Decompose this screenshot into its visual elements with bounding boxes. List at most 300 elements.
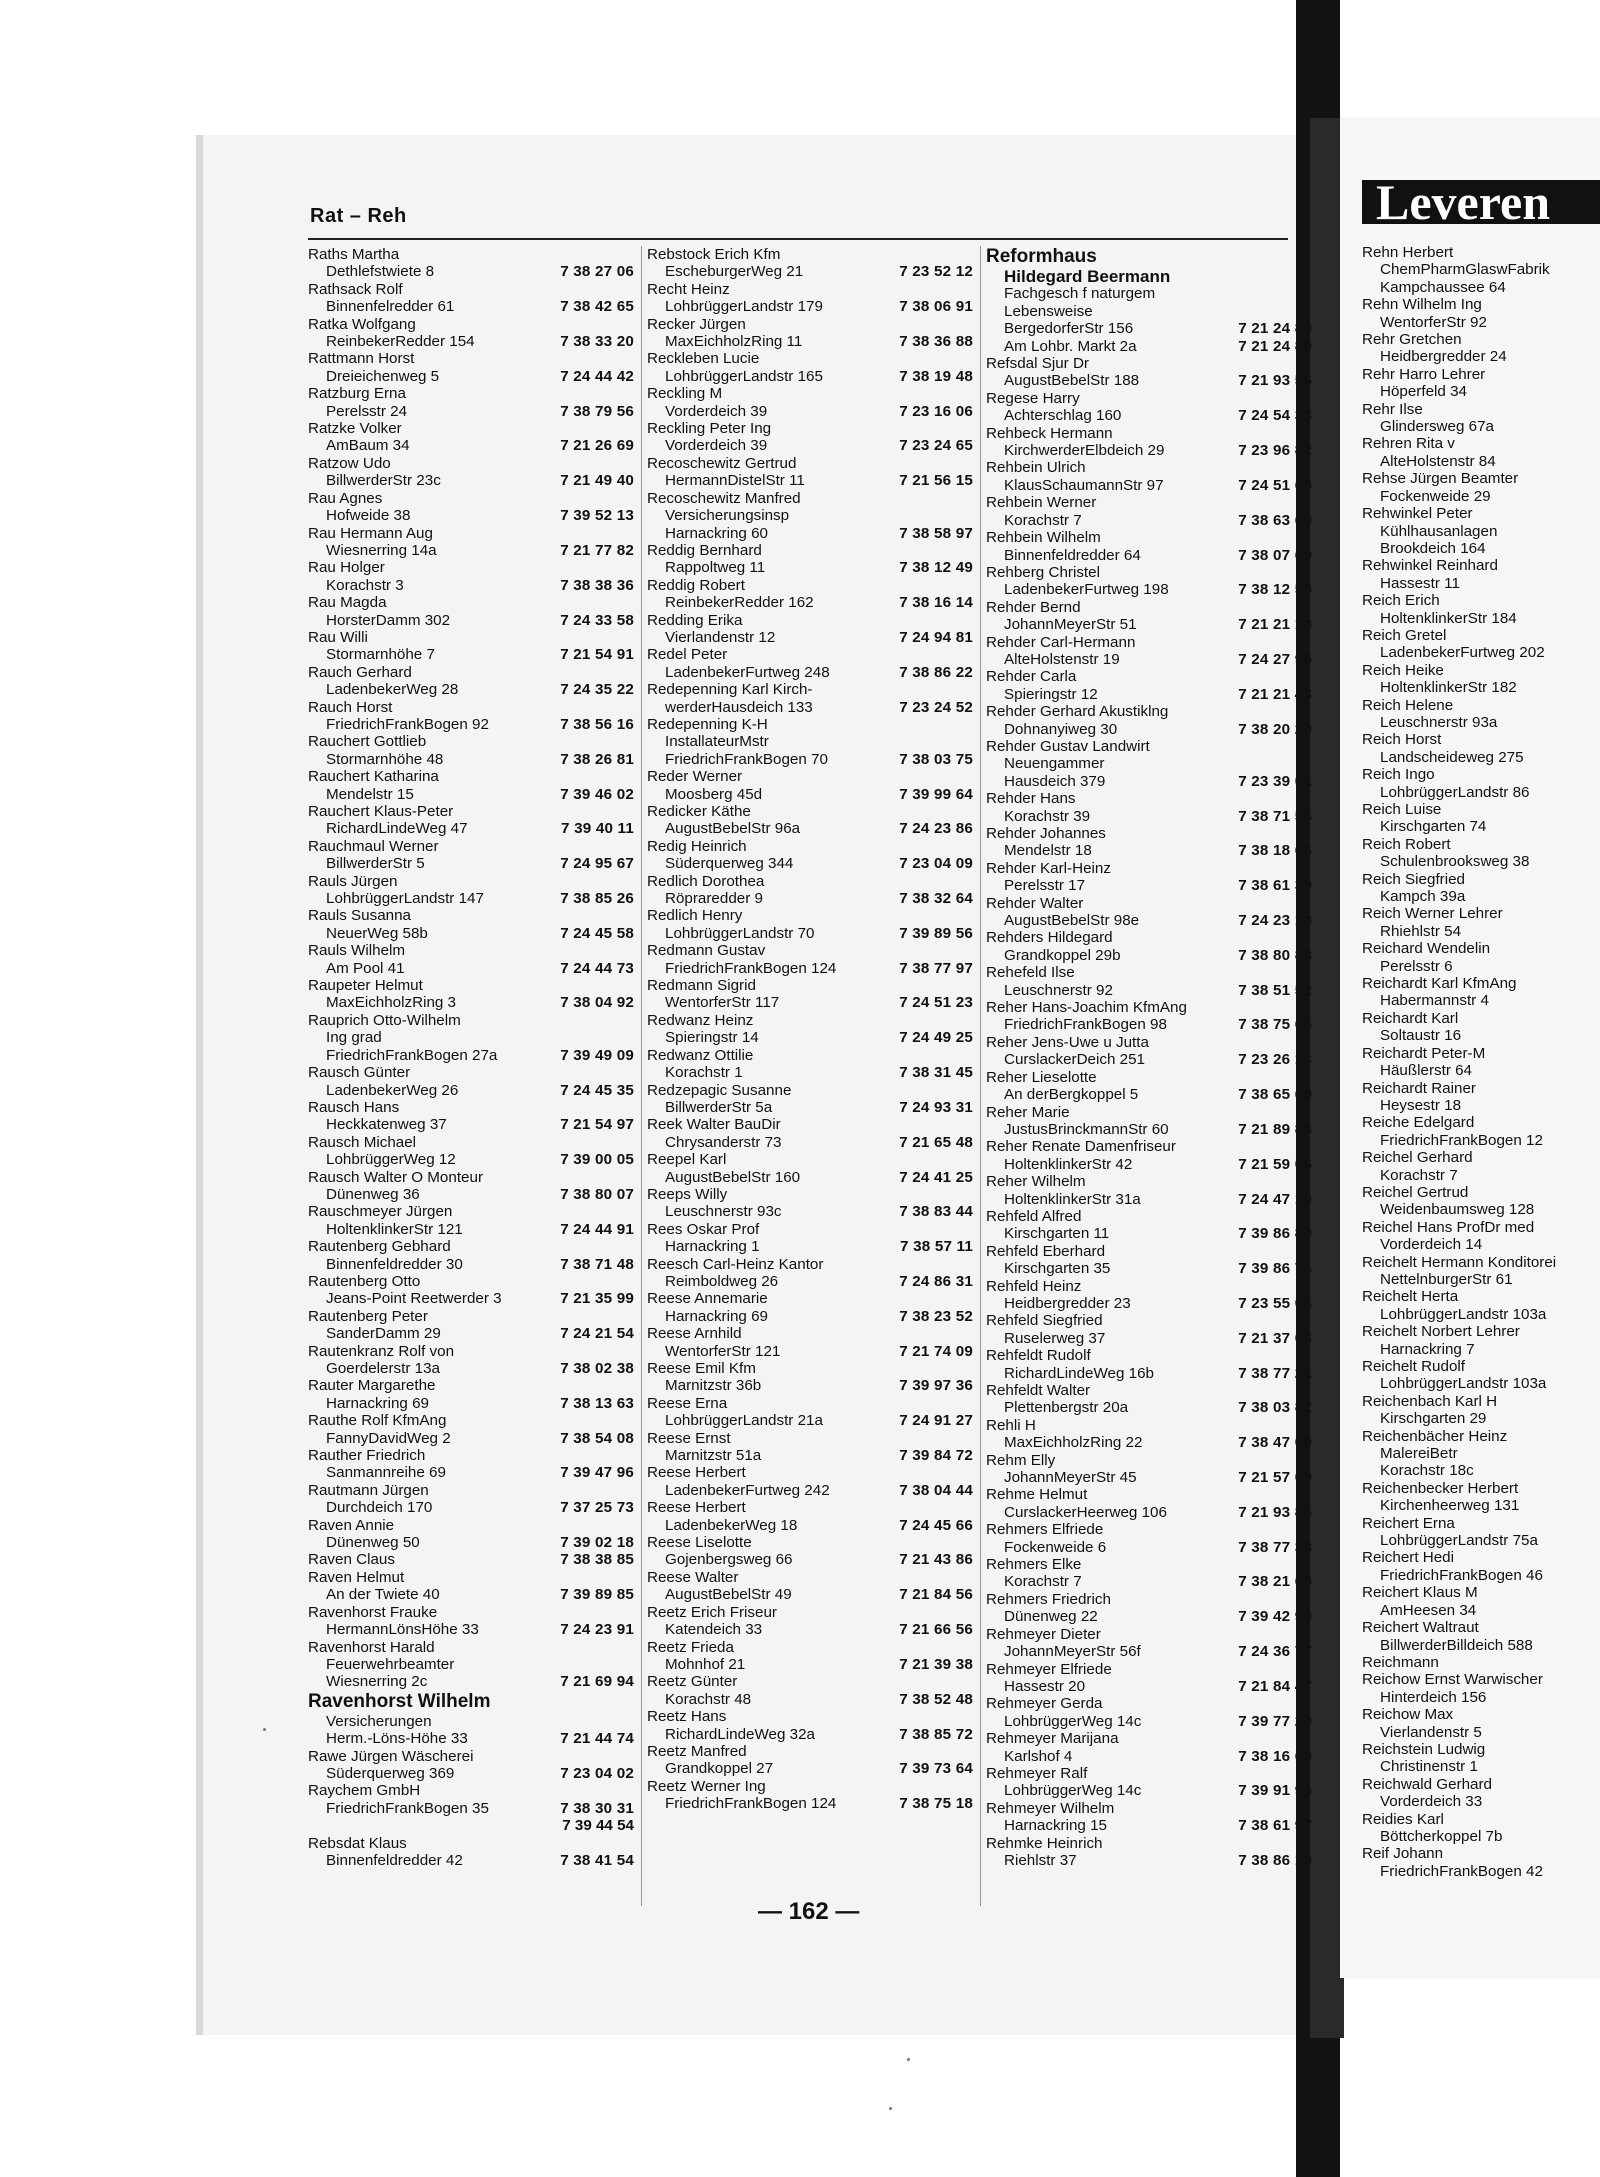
entry-address: AlteHolstenstr 84: [1380, 452, 1496, 470]
entry-name: Rauls Jürgen: [308, 872, 398, 890]
entry-address: Goerdelerstr 13a 7 38 02 38: [326, 1360, 634, 1377]
directory-entry: [308, 1169, 638, 1204]
entry-address: Rhiehlstr 54: [1380, 922, 1462, 940]
entry-address: FriedrichFrankBogen 12: [1380, 1131, 1543, 1149]
phone-number: 7 24 23 18: [1238, 912, 1312, 930]
directory-entry: [647, 1499, 977, 1534]
entry-name: Rausch Walter O Monteur: [308, 1168, 483, 1186]
entry-name: Rehberg Christel: [986, 563, 1100, 581]
directory-entry: [308, 942, 638, 977]
phone-number: 7 38 51 52: [1238, 981, 1312, 999]
directory-entry: [986, 668, 1316, 703]
phone-number: 7 38 63 69: [1238, 511, 1312, 529]
entry-name: Rehmke Heinrich: [986, 1834, 1103, 1852]
entry-address: Schulenbrooksweg 38: [1380, 853, 1530, 871]
phone-number: 7 38 27 06: [560, 263, 634, 281]
directory-entry: [308, 977, 638, 1012]
entry-name: Rauthe Rolf KfmAng: [308, 1412, 447, 1430]
entry-name: Redepenning Karl Kirch-: [647, 681, 813, 699]
entry-address: Grandkoppel 29b 7 38 80 83: [1004, 946, 1312, 964]
directory-entry: [986, 1312, 1316, 1347]
entry-name: Rehder Johannes: [986, 825, 1106, 842]
directory-entry: [308, 420, 638, 455]
entry-name: Reichelt Norbert Lehrer: [1362, 1323, 1520, 1341]
phone-number: 7 38 36 88: [899, 333, 973, 351]
phone-number: 7 21 93 56: [1238, 372, 1312, 390]
directory-entry: [308, 1517, 638, 1552]
entry-address: LohbrüggerLandstr 21a 7 24 91 27: [665, 1412, 973, 1430]
entry-name: Rau Willi: [308, 628, 368, 646]
entry-address: HermannDistelStr 11 7 21 56 15: [665, 472, 973, 490]
phone-number: 7 38 80 07: [560, 1185, 634, 1203]
phone-number: 7 38 61 39: [1238, 877, 1312, 895]
phone-number: 7 21 24 80: [1238, 320, 1312, 338]
directory-column-1: [308, 246, 638, 1869]
directory-entry: [647, 803, 977, 838]
entry-address: AugustBebelStr 160 7 24 41 25: [665, 1168, 973, 1186]
entry-name: Reformhaus: [986, 246, 1097, 267]
entry-name: Rehmers Friedrich: [986, 1590, 1111, 1608]
entry-address: FriedrichFrankBogen 70 7 38 03 75: [665, 750, 973, 768]
entry-name: Rauls Wilhelm: [308, 942, 406, 960]
directory-entry: [308, 281, 638, 316]
directory-entry: [986, 1695, 1316, 1730]
directory-entry: [308, 1447, 638, 1482]
directory-entry: [986, 1835, 1316, 1870]
directory-entry: [986, 355, 1316, 390]
entry-name: Reher Wilhelm: [986, 1173, 1086, 1191]
directory-entry: [986, 790, 1316, 825]
entry-address: WentorferStr 117 7 24 51 23: [665, 994, 973, 1012]
entry-address: Am Pool 41 7 24 44 73: [326, 959, 634, 977]
entry-address: Hildegard Beermann: [1004, 267, 1171, 286]
directory-entry: [308, 1482, 638, 1517]
directory-entry: [1362, 1080, 1600, 1115]
entry-address: Neuengammer: [1004, 755, 1105, 773]
entry-name: Reckleben Lucie: [647, 350, 760, 368]
entry-name: Reese Ernst: [647, 1429, 731, 1447]
phone-number: 7 38 06 91: [899, 298, 973, 316]
entry-name: Rehmers Elke: [986, 1556, 1082, 1574]
directory-entry: [986, 1347, 1316, 1382]
phone-number: 7 24 21 54: [560, 1325, 634, 1343]
phone-number: 7 38 03 75: [899, 750, 973, 768]
entry-address: MaxEichholzRing 3 7 38 04 92: [326, 994, 634, 1012]
entry-name: Reher Hans-Joachim KfmAng: [986, 999, 1187, 1017]
entry-name: Reichel Gerhard: [1362, 1149, 1473, 1167]
entry-name: Reichard Wendelin: [1362, 940, 1491, 958]
directory-entry: [647, 1151, 977, 1186]
phone-number: 7 38 38 85: [560, 1551, 634, 1569]
entry-address: Vierlandenstr 5: [1380, 1723, 1482, 1741]
directory-entry: [986, 1417, 1316, 1452]
directory-entry: [308, 733, 638, 768]
directory-entry: [1362, 435, 1600, 470]
phone-number: 7 23 96 82: [1238, 442, 1312, 460]
entry-name: Rehder Bernd: [986, 598, 1081, 616]
entry-address: AugustBebelStr 98e 7 24 23 18: [1004, 912, 1312, 930]
directory-entry: [1362, 940, 1600, 975]
header-rule: [308, 238, 1288, 240]
phone-number: 7 21 54 91: [560, 646, 634, 664]
directory-entry: [647, 1047, 977, 1082]
directory-entry: [986, 825, 1316, 860]
directory-entry: [1362, 1480, 1600, 1515]
entry-address: Fockenweide 29: [1380, 487, 1491, 505]
directory-entry: [647, 246, 977, 281]
entry-address: LohbrüggerLandstr 103a: [1380, 1305, 1547, 1323]
entry-address: LohbrüggerLandstr 165 7 38 19 48: [665, 367, 973, 385]
directory-entry: [647, 1082, 977, 1117]
directory-entry: [1362, 244, 1600, 296]
entry-address: Karlshof 4 7 38 16 60: [1004, 1747, 1312, 1765]
entry-name: Rehwinkel Reinhard: [1362, 557, 1498, 575]
entry-address: Ing grad: [326, 1029, 382, 1047]
phone-number: 7 39 99 64: [899, 785, 973, 803]
directory-entry: [308, 1308, 638, 1343]
directory-entry: [647, 281, 977, 316]
phone-number: 7 23 24 52: [899, 698, 973, 716]
directory-entry: [308, 1012, 638, 1064]
entry-address: Harnackring 60 7 38 58 97: [665, 524, 973, 542]
directory-entry: [1362, 505, 1600, 557]
entry-address: Wiesnerring 14a 7 21 77 82: [326, 541, 634, 559]
directory-entry: [986, 929, 1316, 964]
entry-name: Reichel Hans ProfDr med: [1362, 1218, 1535, 1236]
entry-name: Rehder Carl-Hermann: [986, 633, 1136, 651]
directory-entry: [308, 1569, 638, 1604]
entry-address: Reimboldweg 26 7 24 86 31: [665, 1272, 973, 1290]
entry-address: NeuerWeg 58b 7 24 45 58: [326, 924, 634, 942]
entry-name: Redwanz Ottilie: [647, 1046, 754, 1064]
directory-entry: [986, 1034, 1316, 1069]
directory-entry: [308, 1064, 638, 1099]
directory-entry: [647, 1708, 977, 1743]
entry-address: Heysestr 18: [1380, 1096, 1462, 1114]
entry-name: Reeps Willy: [647, 1185, 728, 1203]
entry-name: Reich Robert: [1362, 835, 1451, 853]
entry-name: Raven Claus 7 38 38 85: [308, 1551, 634, 1569]
directory-entry: [647, 1639, 977, 1674]
entry-address: AugustBebelStr 188 7 21 93 56: [1004, 372, 1312, 390]
entry-address: Mohnhof 21 7 21 39 38: [665, 1655, 973, 1673]
directory-entry: [308, 559, 638, 594]
phone-number: 7 21 65 48: [899, 1133, 973, 1151]
entry-name: Redwanz Heinz: [647, 1011, 754, 1029]
entry-address: InstallateurMstr: [665, 733, 769, 751]
entry-address: Vorderdeich 33: [1380, 1793, 1483, 1811]
entry-address: Stormarnhöhe 7 7 21 54 91: [326, 646, 634, 664]
phone-number: 7 24 27 95: [1238, 650, 1312, 668]
entry-name: Reetz Werner Ing: [647, 1777, 766, 1795]
facing-page-title: Leveren: [1362, 180, 1600, 224]
entry-name: Rebsdat Klaus: [308, 1834, 407, 1852]
entry-address: FriedrichFrankBogen 42: [1380, 1862, 1543, 1880]
directory-entry: [647, 1743, 977, 1778]
directory-entry: [986, 1661, 1316, 1696]
phone-number: 7 21 57 09: [1238, 1469, 1312, 1487]
entry-name: Redzepagic Susanne: [647, 1081, 792, 1099]
entry-address: Rappoltweg 11 7 38 12 49: [665, 559, 973, 577]
entry-address: LohbrüggerLandstr 86: [1380, 783, 1530, 801]
directory-entry: [647, 1221, 977, 1256]
directory-entry: [1362, 401, 1600, 436]
entry-address: LohbrüggerLandstr 103a: [1380, 1375, 1547, 1393]
entry-address: Kirchenheerweg 131: [1380, 1497, 1520, 1515]
directory-entry: [1362, 1323, 1600, 1358]
entry-address: Brookdeich 164: [1380, 539, 1486, 557]
entry-name: Rehmers Elfriede: [986, 1521, 1104, 1539]
directory-entry: [1362, 1288, 1600, 1323]
directory-entry: [986, 246, 1316, 355]
directory-entry: [1362, 975, 1600, 1010]
entry-address: Binnenfeldredder 42 7 38 41 54: [326, 1851, 634, 1869]
entry-address: LohbrüggerWeg 14c 7 39 77 29: [1004, 1712, 1312, 1730]
phone-number: 7 39 73 64: [899, 1760, 973, 1778]
entry-address: Durchdeich 170 7 37 25 73: [326, 1499, 634, 1517]
facing-page: [1340, 118, 1600, 1978]
phone-number: 7 38 02 38: [560, 1360, 634, 1377]
entry-name: Rawe Jürgen Wäscherei: [308, 1747, 474, 1765]
entry-name: Rehefeld Ilse: [986, 964, 1075, 982]
phone-number: 7 24 23 91: [560, 1621, 634, 1639]
directory-entry: [986, 703, 1316, 738]
entry-name: Rehbeck Hermann: [986, 424, 1113, 442]
entry-address: Süderquerweg 369 7 23 04 02: [326, 1764, 634, 1782]
entry-address: HoltenklinkerStr 182: [1380, 679, 1517, 697]
entry-name: Raven Annie: [308, 1516, 395, 1534]
column-divider: [641, 246, 642, 1906]
directory-entry: [308, 246, 638, 281]
phone-number: 7 21 84 47: [1238, 1677, 1312, 1695]
entry-address: HoltenklinkerStr 184: [1380, 609, 1517, 627]
entry-address: Habermannstr 4: [1380, 992, 1489, 1010]
entry-address: Hinterdeich 156: [1380, 1688, 1487, 1706]
directory-entry: [647, 490, 977, 542]
phone-number: 7 38 75 66: [1238, 1016, 1312, 1034]
phone-number: 7 39 89 85: [560, 1586, 634, 1604]
entry-address: Dohnanyiweg 30 7 38 20 20: [1004, 720, 1312, 738]
entry-address: LadenbekerFurtweg 202: [1380, 644, 1545, 662]
directory-entry: [308, 838, 638, 873]
entry-name: Rehders Hildegard: [986, 929, 1113, 947]
entry-address: MaxEichholzRing 11 7 38 36 88: [665, 333, 973, 351]
directory-entry: [1362, 1149, 1600, 1184]
entry-address: FannyDavidWeg 2 7 38 54 08: [326, 1429, 634, 1447]
entry-address: Versicherungen: [326, 1712, 432, 1730]
entry-name: Rehmeyer Dieter: [986, 1625, 1101, 1643]
entry-address: Böttcherkoppel 7b: [1380, 1827, 1503, 1845]
phone-number: 7 38 12 49: [899, 559, 973, 577]
directory-entry: [308, 1343, 638, 1378]
directory-entry: [986, 1278, 1316, 1313]
entry-name: Rehbein Wilhelm: [986, 529, 1101, 547]
entry-name: Reich Horst: [1362, 731, 1442, 749]
phone-number: 7 24 41 25: [899, 1168, 973, 1186]
entry-address: Chrysanderstr 73 7 21 65 48: [665, 1133, 973, 1151]
phone-number: 7 21 26 69: [560, 437, 634, 455]
directory-entry: [986, 1556, 1316, 1591]
entry-name: Rauschmeyer Jürgen: [308, 1203, 453, 1221]
phone-number: 7 21 49 40: [560, 472, 634, 490]
directory-entry: [647, 577, 977, 612]
entry-name: Rauther Friedrich: [308, 1447, 426, 1465]
entry-name: Reesch Carl-Heinz Kantor: [647, 1255, 824, 1273]
phone-number: 7 39 86 89: [1238, 1225, 1312, 1243]
directory-entry: [986, 1730, 1316, 1765]
entry-address: Hassestr 11: [1380, 574, 1460, 592]
phone-number: 7 38 75 18: [899, 1795, 973, 1813]
directory-entry: [1362, 1619, 1600, 1654]
entry-name: Reichardt Rainer: [1362, 1079, 1476, 1097]
entry-name: Rau Agnes: [308, 489, 383, 507]
phone-number: 7 21 84 56: [899, 1586, 973, 1604]
entry-address: ReinbekerRedder 162 7 38 16 14: [665, 594, 973, 612]
phone-number: 7 24 45 35: [560, 1081, 634, 1099]
entry-address: LadenbekerWeg 28 7 24 35 22: [326, 681, 634, 699]
entry-name: Reher Renate Damenfriseur: [986, 1138, 1176, 1156]
phone-number: 7 38 42 65: [560, 298, 634, 316]
entry-address: Kirschgarten 11 7 39 86 89: [1004, 1225, 1312, 1243]
directory-column-4: [1362, 244, 1600, 1880]
directory-entry: [986, 1173, 1316, 1208]
entry-name: Reichstein Ludwig: [1362, 1740, 1486, 1758]
directory-entry: [308, 490, 638, 525]
directory-entry: [1362, 470, 1600, 505]
entry-address: LohbrüggerWeg 12 7 39 00 05: [326, 1151, 634, 1169]
phone-number: 7 38 16 60: [1238, 1747, 1312, 1765]
entry-address: Hofweide 38 7 39 52 13: [326, 507, 634, 525]
phone-number: 7 23 52 12: [899, 263, 973, 281]
phone-number: 7 38 38 36: [560, 576, 634, 594]
entry-address: Achterschlag 160 7 24 54 33: [1004, 407, 1312, 425]
entry-address: WentorferStr 121 7 21 74 09: [665, 1342, 973, 1360]
entry-address: Plettenbergstr 20a 7 38 03 82: [1004, 1399, 1312, 1417]
entry-name: Reichow Ernst Warwischer: [1362, 1671, 1543, 1689]
phone-number: 7 24 36 77: [1238, 1643, 1312, 1661]
directory-entry: [308, 594, 638, 629]
entry-name: Ratzburg Erna: [308, 385, 406, 403]
phone-number: 7 38 65 69: [1238, 1086, 1312, 1104]
entry-address: Jeans-Point Reetwerder 3 7 21 35 99: [326, 1290, 634, 1308]
directory-entry: [647, 768, 977, 803]
entry-name: Reich Siegfried: [1362, 870, 1465, 888]
entry-name: Rauchert Klaus-Peter: [308, 803, 454, 820]
entry-address: Lebensweise: [1004, 302, 1093, 320]
entry-address: An der Twiete 40 7 39 89 85: [326, 1586, 634, 1604]
entry-address: Sanmannreihe 69 7 39 47 96: [326, 1464, 634, 1482]
entry-address: Leuschnerstr 93c 7 38 83 44: [665, 1203, 973, 1221]
entry-address: KlausSchaumannStr 97 7 24 51 68: [1004, 476, 1312, 494]
directory-column-2: [647, 246, 977, 1813]
entry-name: Rehn Herbert: [1362, 244, 1454, 261]
entry-name: Rautmann Jürgen: [308, 1481, 429, 1499]
entry-address: Heidbergredder 24: [1380, 348, 1507, 366]
phone-number: 7 21 93 86: [1238, 1503, 1312, 1521]
entry-address: Binnenfeldredder 64 7 38 07 60: [1004, 546, 1312, 564]
entry-address: Dünenweg 36 7 38 80 07: [326, 1185, 634, 1203]
entry-name: Redmann Sigrid: [647, 977, 756, 995]
phone-number: 7 38 85 72: [899, 1725, 973, 1743]
directory-entry: [1362, 1845, 1600, 1880]
directory-entry: [986, 1486, 1316, 1521]
entry-name: Rauprich Otto-Wilhelm: [308, 1011, 461, 1029]
phone-number: 7 24 47 10: [1238, 1190, 1312, 1208]
entry-address: LohbrüggerWeg 14c 7 39 91 96: [1004, 1782, 1312, 1800]
entry-name: Rehbein Werner: [986, 494, 1097, 512]
entry-address: LadenbekerFurtweg 198 7 38 12 58: [1004, 581, 1312, 599]
entry-address: Vorderdeich 39 7 23 24 65: [665, 437, 973, 455]
entry-name: Reichardt Peter-M: [1362, 1044, 1486, 1062]
directory-entry: [986, 1591, 1316, 1626]
phone-number: 7 38 04 92: [560, 994, 634, 1012]
directory-entry: [308, 1238, 638, 1273]
entry-name: Rausch Hans: [308, 1098, 400, 1116]
directory-entry: [986, 1626, 1316, 1661]
entry-address: AmHeesen 34: [1380, 1601, 1477, 1619]
entry-name: Ravenhorst Wilhelm: [308, 1690, 491, 1712]
entry-address: Weidenbaumsweg 128: [1380, 1201, 1535, 1219]
entry-address: BillwerderBilldeich 588: [1380, 1636, 1533, 1654]
phone-number: 7 38 07 60: [1238, 546, 1312, 564]
entry-name: Reetz Frieda: [647, 1638, 734, 1656]
phone-number: 7 38 83 44: [899, 1203, 973, 1221]
phone-number: 7 24 44 91: [560, 1220, 634, 1238]
entry-address: Mendelstr 15 7 39 46 02: [326, 785, 634, 803]
directory-entry: [986, 634, 1316, 669]
directory-column-3: [986, 246, 1316, 1869]
directory-entry: [1362, 766, 1600, 801]
entry-name: Rau Hermann Aug: [308, 524, 433, 542]
entry-name: Rehfeld Eberhard: [986, 1242, 1106, 1260]
phone-number: 7 38 41 54: [560, 1851, 634, 1869]
phone-number: 7 24 51 68: [1238, 476, 1312, 494]
phone-number: 7 24 44 42: [560, 367, 634, 385]
entry-name: Raupeter Helmut: [308, 977, 423, 995]
directory-entry: [647, 350, 977, 385]
directory-entry: [647, 1395, 977, 1430]
entry-address: Kampch 39a: [1380, 888, 1466, 906]
entry-name: Reichert Erna: [1362, 1514, 1455, 1532]
entry-address: Korachstr 18c: [1380, 1462, 1474, 1480]
phone-number: 7 21 54 97: [560, 1116, 634, 1134]
directory-entry: [308, 803, 638, 838]
directory-entry: [308, 907, 638, 942]
directory-entry: [308, 350, 638, 385]
directory-entry: [647, 1534, 977, 1569]
phone-number: 7 38 58 97: [899, 524, 973, 542]
directory-entry: [986, 1208, 1316, 1243]
entry-address: LohbrüggerLandstr 75a: [1380, 1532, 1538, 1550]
entry-name: Recker Jürgen: [647, 315, 746, 333]
entry-address: Hassestr 20 7 21 84 47: [1004, 1677, 1312, 1695]
directory-entry: [647, 1430, 977, 1465]
entry-name: Rehder Carla: [986, 668, 1077, 686]
entry-name: Reek Walter BauDir: [647, 1116, 781, 1134]
phone-number: 7 38 20 20: [1238, 720, 1312, 738]
entry-address: Grandkoppel 27 7 39 73 64: [665, 1760, 973, 1778]
entry-address: HoltenklinkerStr 31a 7 24 47 10: [1004, 1190, 1312, 1208]
directory-entry: [986, 1138, 1316, 1173]
directory-entry: [647, 1186, 977, 1221]
entry-name: Rattmann Horst: [308, 350, 415, 368]
directory-entry: [986, 390, 1316, 425]
phone-number: 7 39 42 90: [1238, 1608, 1312, 1626]
entry-name: Reckling M: [647, 385, 723, 403]
phone-number: 7 38 47 00: [1238, 1434, 1312, 1452]
entry-name: Reese Walter: [647, 1568, 739, 1586]
phone-number: 7 38 85 26: [560, 890, 634, 908]
